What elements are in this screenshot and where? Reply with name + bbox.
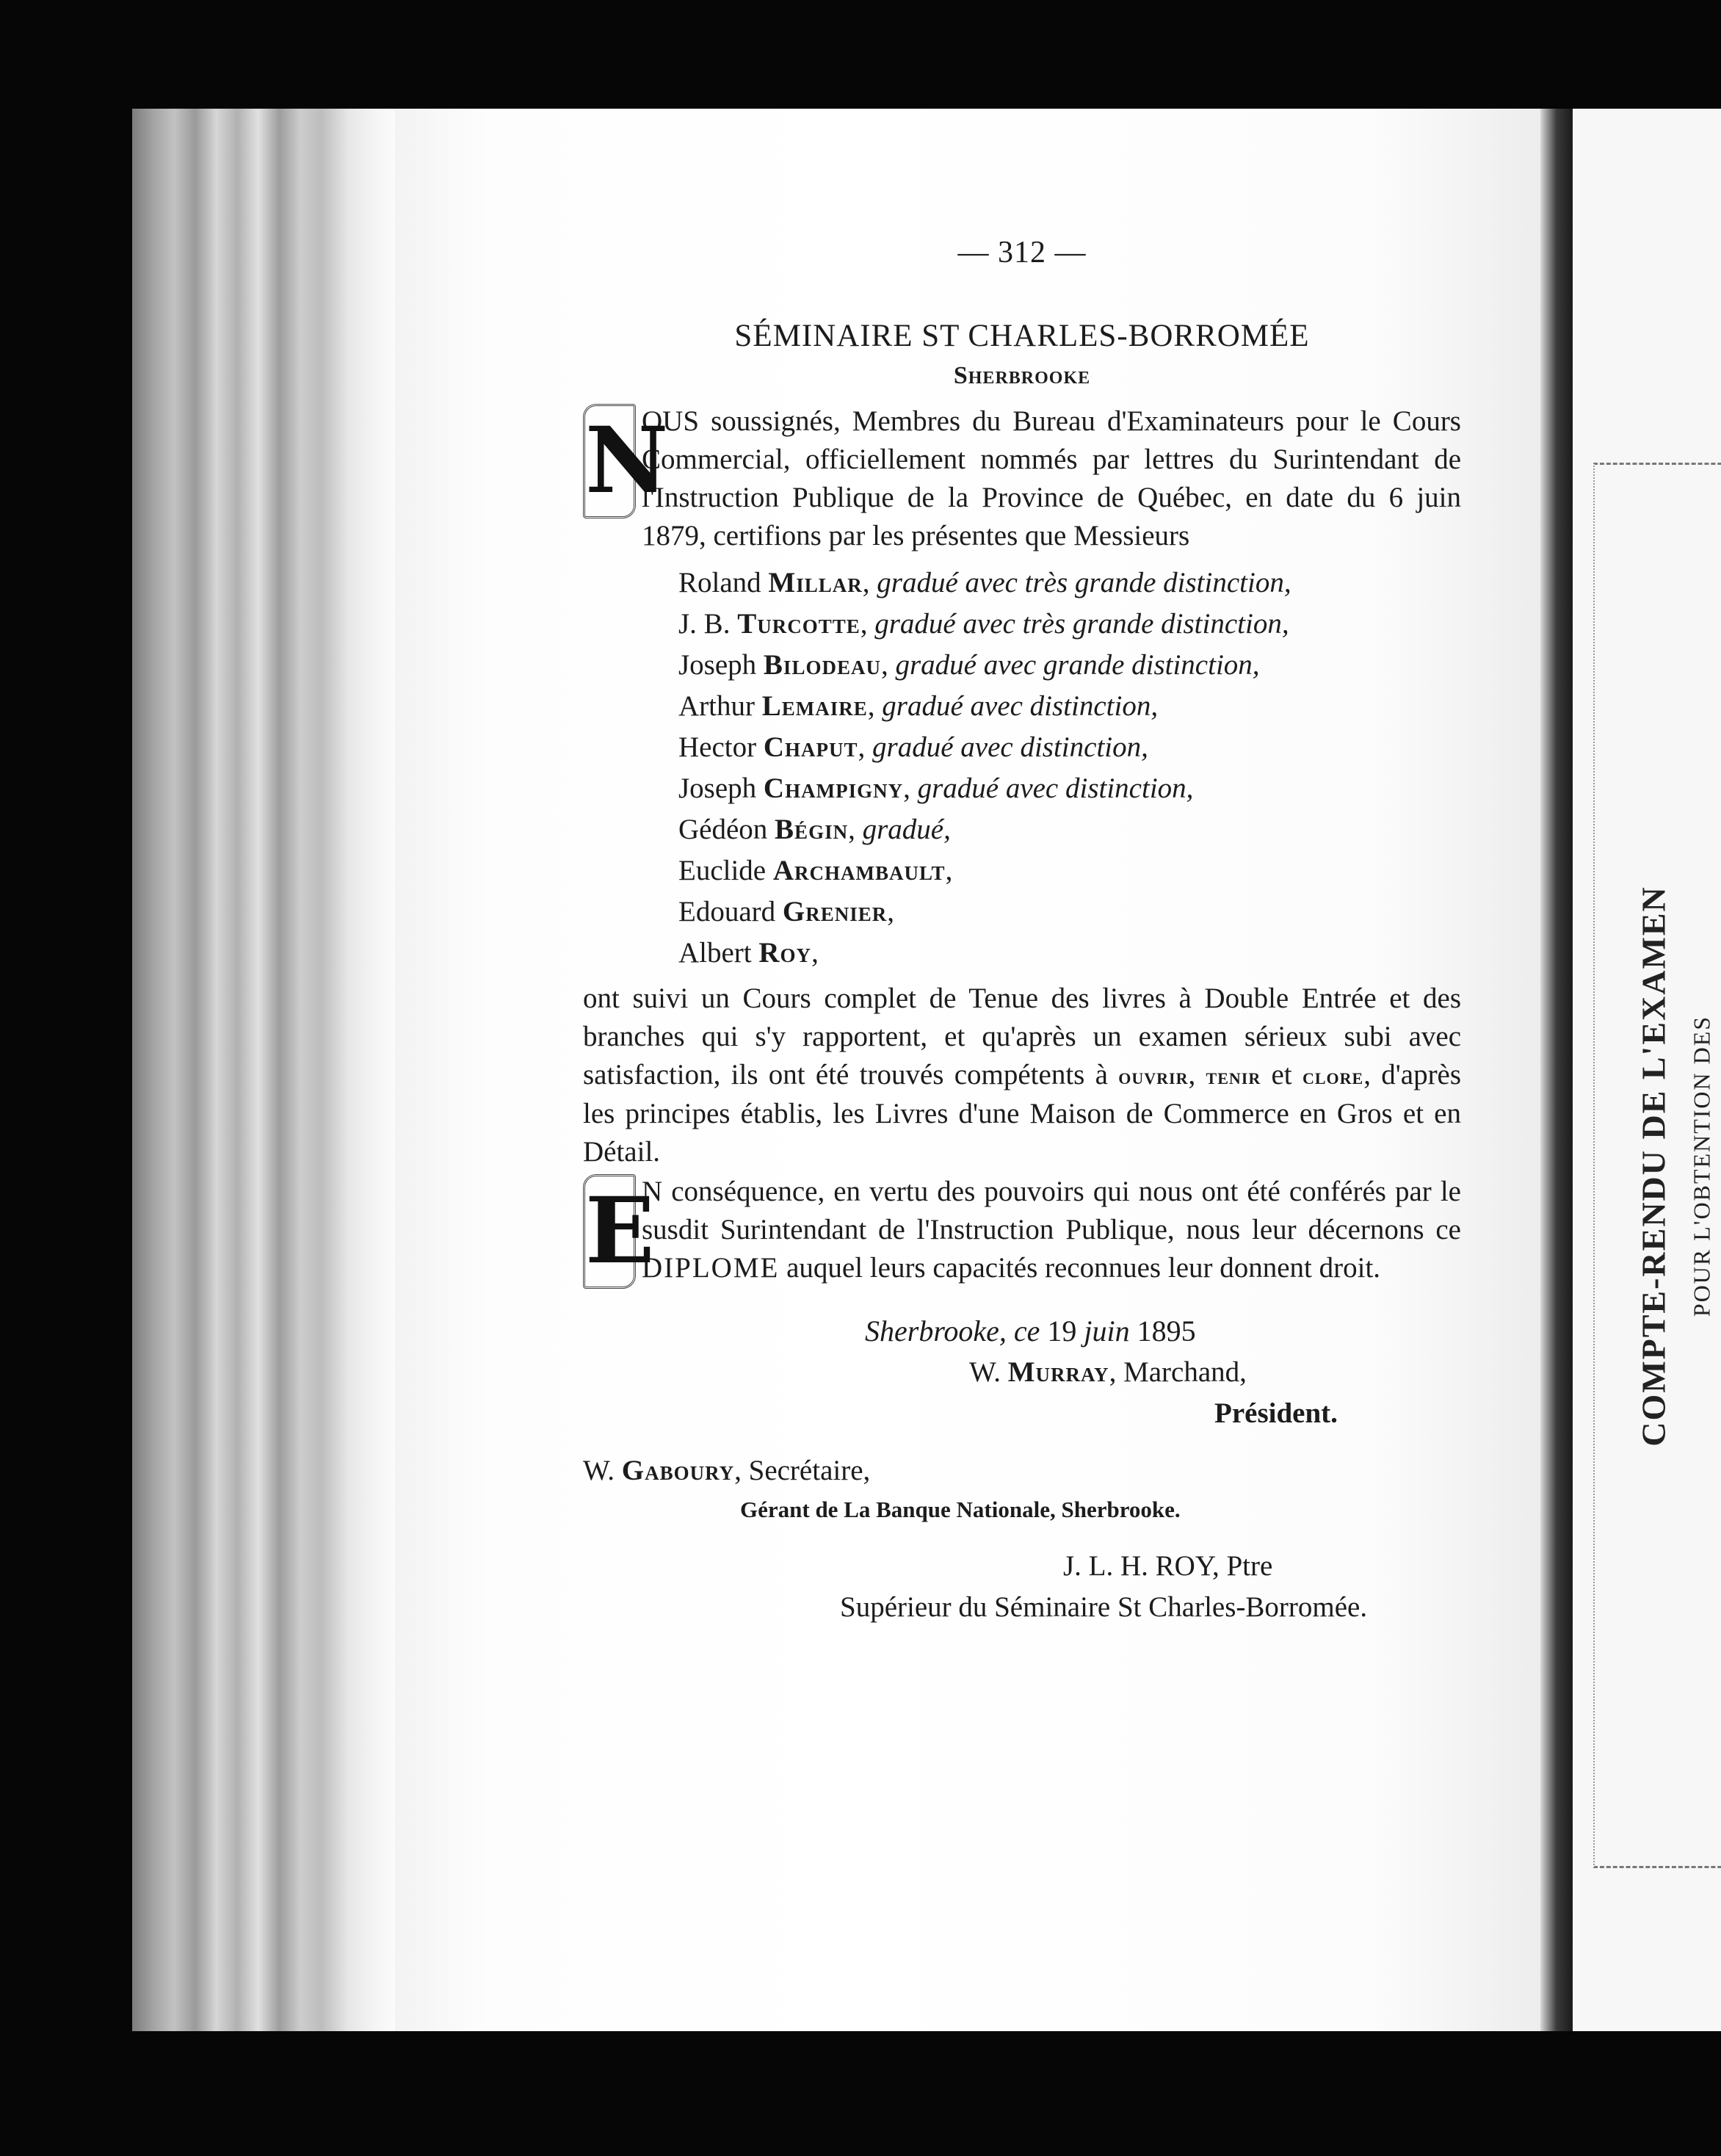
graduate-mention: gradué avec distinction,: [882, 690, 1159, 722]
graduate-first-name: Arthur: [678, 690, 755, 722]
page-subheading: Sherbrooke: [953, 362, 1091, 389]
secretary-detail: Gérant de La Banque Nationale, Sherbrooke.: [740, 1497, 1181, 1522]
diploma-text-b: auquel leurs capacités reconnues leur donnent droit.: [786, 1252, 1381, 1284]
term-et: et: [1271, 1059, 1292, 1090]
page-heading: SÉMINAIRE ST CHARLES-BORROMÉE: [734, 319, 1310, 353]
graduate-comma: ,: [860, 608, 868, 640]
graduate-row: [678, 727, 1461, 768]
dropcap-e: E: [583, 1174, 636, 1289]
graduate-last-name: Turcotte: [737, 608, 860, 640]
graduate-mention: gradué avec très grande distinction,: [874, 608, 1289, 640]
secretary-name: Gaboury: [621, 1455, 735, 1486]
graduate-last-name: Bilodeau: [763, 649, 881, 681]
graduate-last-name: Lemaire: [761, 690, 868, 722]
president-initial: W.: [969, 1356, 1001, 1388]
graduate-comma: ,: [903, 773, 910, 804]
term-tenir: tenir: [1206, 1063, 1261, 1089]
adjacent-page-subtitle: POUR L'OBTENTION DES: [1688, 1015, 1715, 1317]
book-page-edges: [132, 109, 395, 2031]
graduate-last-name: Roy: [758, 937, 812, 969]
graduate-first-name: J. B.: [678, 608, 731, 640]
superior-name: J. L. H. ROY: [1063, 1550, 1212, 1582]
document-content: [583, 234, 1461, 1628]
president-name: Murray: [1007, 1356, 1109, 1388]
graduate-comma: ,: [862, 567, 870, 598]
term-comma: ,: [1188, 1059, 1196, 1090]
certification-paragraph: [583, 402, 1461, 555]
date-year: 1895: [1137, 1314, 1196, 1348]
president-signature: [583, 1352, 1461, 1393]
graduate-comma: ,: [867, 690, 875, 722]
dropcap-n: N: [583, 404, 636, 518]
date-day: 19: [1047, 1314, 1077, 1348]
adjacent-page: [1573, 109, 1721, 2031]
graduate-mention: gradué avec distinction,: [872, 731, 1148, 763]
president-role: , Marchand,: [1109, 1356, 1247, 1388]
graduate-last-name: Champigny: [763, 773, 904, 804]
graduate-last-name: Chaput: [763, 731, 858, 763]
graduate-first-name: Edouard: [678, 896, 776, 927]
certification-text: OUS soussignés, Membres du Bureau d'Examinateurs pour le Cours Commercial, officiellement nommés par lettres du Surintendant de l'Instruction Publique de la Province de Québec, en date du 6 juin 1879, certifions par les présentes que Messieurs: [642, 405, 1461, 551]
graduate-row: [678, 809, 1461, 850]
graduate-row: [678, 768, 1461, 809]
graduate-comma: ,: [945, 855, 953, 886]
graduate-row: [678, 686, 1461, 727]
graduate-first-name: Joseph: [678, 649, 757, 681]
term-ouvrir: ouvrir: [1118, 1063, 1189, 1089]
graduate-last-name: Millar: [768, 567, 863, 598]
secretary-signature: [583, 1450, 1461, 1491]
graduate-comma: ,: [848, 814, 855, 845]
superior-suffix: , Ptre: [1211, 1550, 1273, 1582]
diploma-word: DIPLOME: [642, 1252, 780, 1284]
graduate-last-name: Grenier: [782, 896, 888, 927]
graduate-first-name: Joseph: [678, 773, 757, 804]
graduate-list: [678, 562, 1461, 974]
course-text-b: , d'après les principes établis, les Livres d'une Maison de Commerce en Gros et en Détail.: [583, 1059, 1462, 1168]
graduate-row: [678, 933, 1461, 974]
graduate-row: [678, 891, 1461, 933]
secretary-role: , Secrétaire,: [734, 1455, 871, 1486]
signature-place-date: [583, 1311, 1461, 1352]
secretary-initial: W.: [583, 1455, 615, 1486]
graduate-first-name: Euclide: [678, 855, 767, 886]
graduate-row: [678, 645, 1461, 686]
page-number: — 312 —: [957, 236, 1087, 270]
graduate-last-name: Bégin: [775, 814, 849, 845]
graduate-row: [678, 604, 1461, 645]
graduate-comma: ,: [887, 896, 894, 927]
graduate-last-name: Archambault: [772, 855, 946, 886]
graduate-mention: gradué avec distinction,: [917, 773, 1194, 804]
place: Sherbrooke, ce: [865, 1314, 1040, 1348]
graduate-first-name: Hector: [678, 731, 757, 763]
diploma-text-a: N conséquence, en vertu des pouvoirs qui nous ont été conférés par le susdit Surintendant de l'Instruction Publique, nous leur décernons ce: [642, 1176, 1461, 1245]
diploma-paragraph: [583, 1173, 1461, 1287]
book-gutter: [1540, 109, 1573, 2031]
superior-signature: [583, 1546, 1461, 1587]
superior-title: Supérieur du Séminaire St Charles-Borromée.: [840, 1591, 1368, 1623]
graduate-first-name: Gédéon: [678, 814, 768, 845]
graduate-mention: gradué avec très grande distinction,: [877, 567, 1291, 598]
graduate-comma: ,: [811, 937, 819, 969]
term-clore: clore: [1302, 1063, 1364, 1089]
graduate-mention: gradué avec grande distinction,: [895, 649, 1260, 681]
adjacent-page-title: COMPTE-RENDU DE L'EXAMEN: [1634, 886, 1673, 1447]
graduate-mention: gradué,: [862, 814, 951, 845]
graduate-first-name: Albert: [678, 937, 752, 969]
graduate-row: [678, 562, 1461, 604]
graduate-comma: ,: [858, 731, 866, 763]
graduate-row: [678, 850, 1461, 891]
course-paragraph: [583, 980, 1461, 1171]
date-month: juin: [1084, 1314, 1130, 1348]
president-title: Président.: [1214, 1397, 1338, 1429]
graduate-comma: ,: [880, 649, 888, 681]
course-text-a: ont suivi un Cours complet de Tenue des livres à Double Entrée et des branches qui s'y rapportent, et qu'après un examen sérieux subi avec satisfaction, ils ont été trouvés compétents à: [583, 983, 1461, 1090]
graduate-first-name: Roland: [678, 567, 761, 598]
